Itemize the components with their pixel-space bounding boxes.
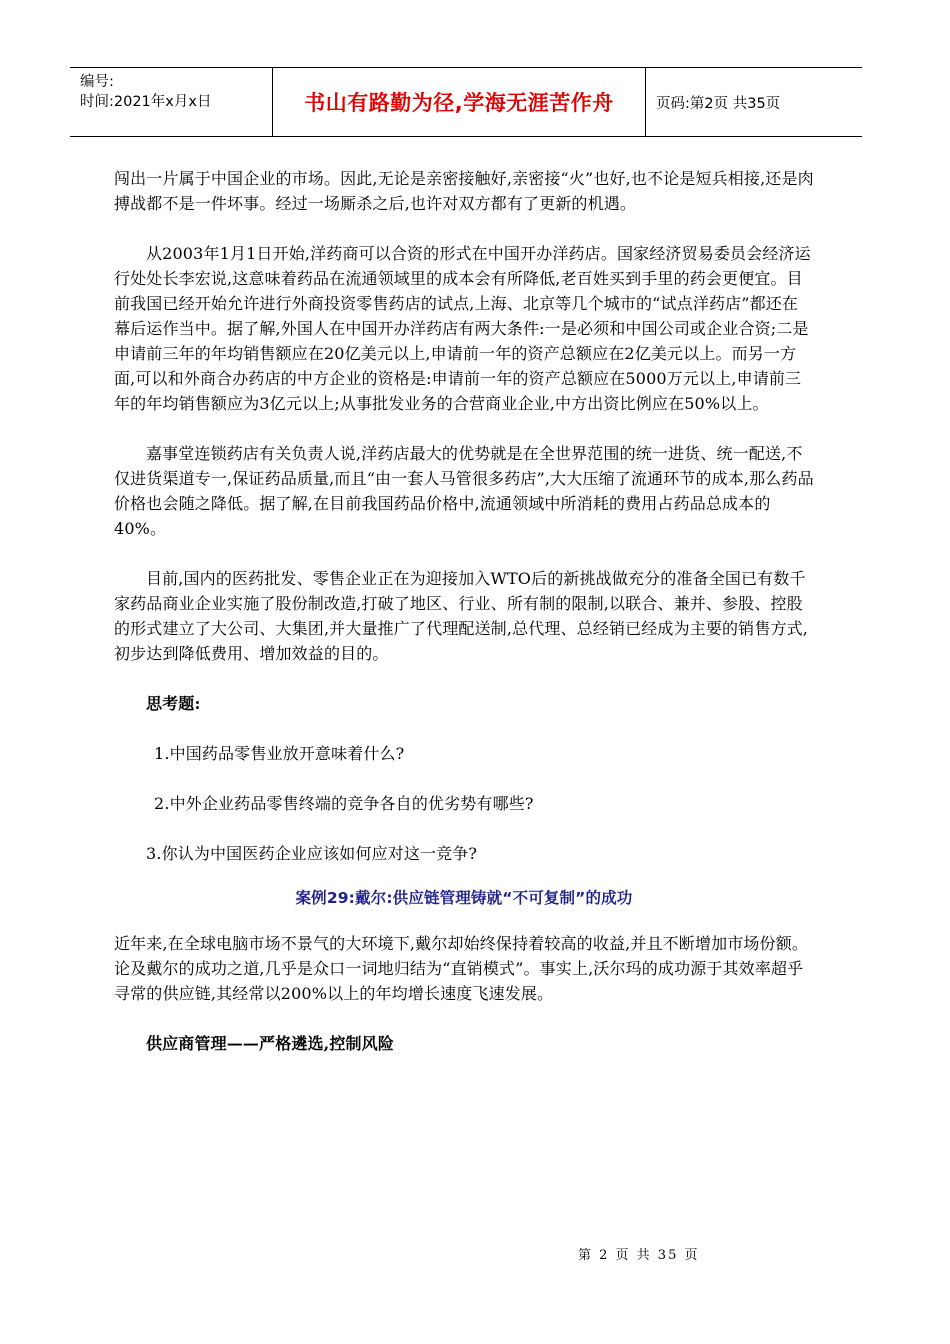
document-time-label: 时间:2021年x月x日 [80,94,212,110]
question-2: 2.中外企业药品零售终端的竞争各自的优劣势有哪些? [154,794,534,813]
paragraph-dell-intro: 近年来,在全球电脑市场不景气的大环境下,戴尔却始终保持着较高的收益,并且不断增加市场份额。论及戴尔的成功之道,几乎是众口一词地归结为“直销模式”。事实上,沃尔玛的成功源于其效率超乎寻常的供应链,其经常以200%以上的年均增长速度飞速发展。 [114,934,809,1003]
document-number-label: 编号: [80,74,114,90]
paragraph-jiashitang: 嘉事堂连锁药店有关负责人说,洋药店最大的优势就是在全世界范围的统一进货、统一配送,不仅进货渠道专一,保证药品质量,而且“由一套人马管很多药店”,大大压缩了流通环节的成本,那么药品价格也会随之降低。据了解,在目前我国药品价格中,流通领域中所消耗的费用占药品总成本的40%。 [114,444,814,538]
header-page-info: 页码:第2页 共35页 [656,95,781,112]
question-1: 1.中国药品零售业放开意味着什么? [154,744,405,763]
paragraph-intro-continued: 闯出一片属于中国企业的市场。因此,无论是亲密接触好,亲密接“火”也好,也不论是短兵相接,还是肉搏战都不是一件坏事。经过一场厮杀之后,也许对双方都有了更新的机遇。 [114,169,814,213]
page-header [70,67,862,137]
paragraph-foreign-pharmacy: 从2003年1月1日开始,洋药商可以合资的形式在中国开办洋药店。国家经济贸易委员会经济运行处处长李宏说,这意味着药品在流通领域里的成本会有所降低,老百姓买到手里的药会更便宜。目前我国已经开始允许进行外商投资零售药店的试点,上海、北京等几个城市的“试点洋药店”都还在幕后运作当中。据了解,外国人在中国开办洋药店有两大条件:一是必须和中国公司或企业合资;二是申请前三年的年均销售额应在20亿美元以上,申请前一年的资产总额应在2亿美元以上。而另一方面,可以和外商合办药店的中方企业的资格是:申请前一年的资产总额应在5000万元以上,申请前三年的年均销售额应为3亿元以上;从事批发业务的合营商业企业,中方出资比例应在50%以上。 [114,244,811,413]
header-meta [70,68,273,136]
section-heading-supplier: 供应商管理——严格遴选,控制风险 [146,1034,394,1053]
case-title: 案例29:戴尔:供应链管理铸就“不可复制”的成功 [295,889,633,907]
question-3: 3.你认为中国医药企业应该如何应对这一竞争? [146,844,478,863]
questions-heading: 思考题: [146,694,201,713]
page-footer: 第 2 页 共 35 页 [578,1248,700,1263]
header-motto: 书山有路勤为径,学海无涯苦作舟 [273,68,646,136]
paragraph-domestic-enterprises: 目前,国内的医药批发、零售企业正在为迎接加入WTO后的新挑战做充分的准备全国已有数千家药品商业企业实施了股份制改造,打破了地区、行业、所有制的限制,以联合、兼并、参股、控股的形式建立了大公司、大集团,并大量推广了代理配送制,总代理、总经销已经成为主要的销售方式,初步达到降低费用、增加效益的目的。 [114,569,809,663]
document-body [114,166,814,1056]
